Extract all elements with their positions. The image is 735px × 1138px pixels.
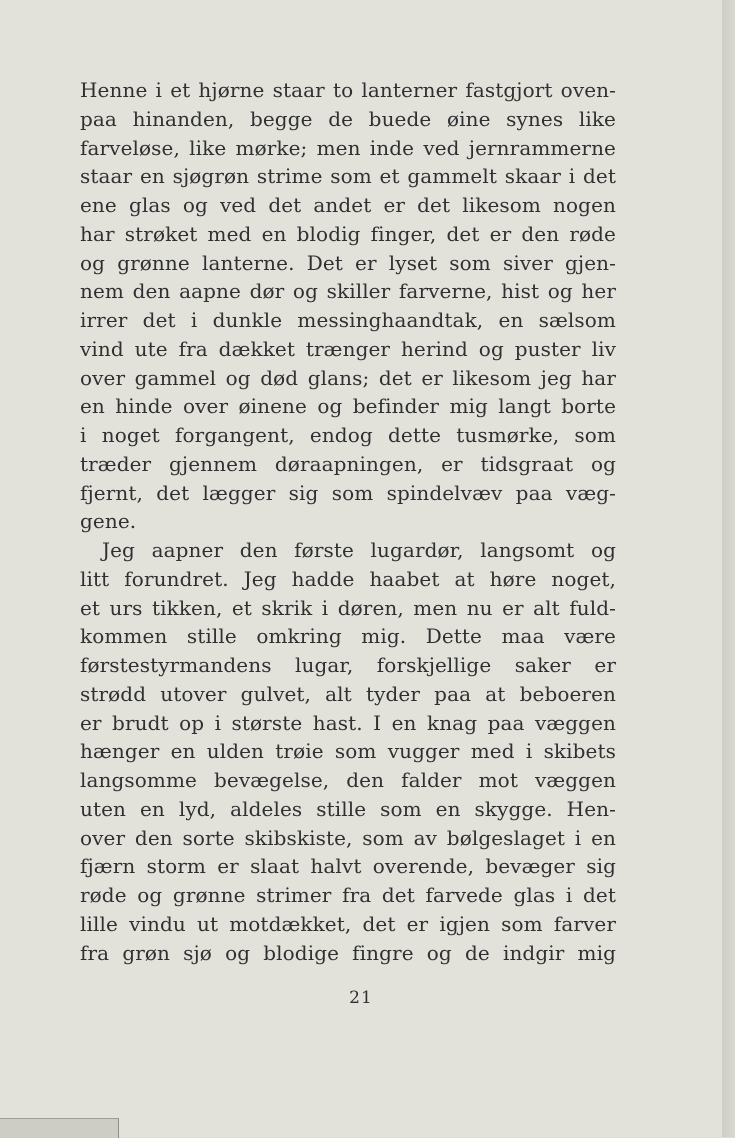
text-line: træder gjennem døraapningen, er tidsgraat og — [80, 451, 616, 476]
text-line: i noget forgangent, endog dette tusmørke, som — [80, 423, 616, 447]
text-line: lille vindu ut motdækket, det er igjen som farver — [80, 911, 616, 936]
text-line: farveløse, like mørke; men inde ved jernrammerne — [80, 135, 616, 160]
text-line: og grønne lanterne. Det er lyset som siver gjen- — [80, 250, 616, 275]
bottom-tab-strip — [0, 1118, 119, 1138]
page-edge — [722, 0, 735, 1137]
body-text — [80, 76, 616, 967]
text-line: røde og grønne strimer fra det farvede glas i det — [80, 883, 616, 907]
text-line: uten en lyd, aldeles stille som en skygge. Hen- — [80, 796, 616, 821]
paragraph-first-line: Jeg aapner den første lugardør, langsomt og — [102, 538, 616, 562]
text-line: nem den aapne dør og skiller farverne, hist og her — [80, 279, 616, 304]
text-line: kommen stille omkring mig. Dette maa være — [80, 624, 616, 649]
text-line: en hinde over øinene og befinder mig langt borte — [80, 394, 616, 419]
text-line: hænger en ulden trøie som vugger med i skibets — [80, 739, 616, 764]
text-line: gene. — [80, 509, 137, 534]
text-line: over den sorte skibskiste, som av bølgeslaget i en — [80, 825, 616, 850]
text-line: et urs tikken, et skrik i døren, men nu er alt fuld- — [80, 595, 616, 620]
text-line: langsomme bevægelse, den falder mot væggen — [80, 768, 616, 792]
text-line: staar en sjøgrøn strime som et gammelt skaar i det — [80, 164, 616, 189]
text-line: vind ute fra dækket trænger herind og puster liv — [80, 336, 616, 361]
page-number: 21 — [349, 988, 373, 1008]
text-line: førstestyrmandens lugar, forskjellige saker er — [80, 653, 616, 677]
text-line: paa hinanden, begge de buede øine synes like — [80, 106, 616, 131]
text-line: ene glas og ved det andet er det likesom nogen — [80, 193, 616, 217]
text-line: har strøket med en blodig finger, det er den røde — [80, 221, 616, 246]
text-line: fra grøn sjø og blodige fingre og de indgir mig — [80, 940, 616, 965]
text-line: er brudt op i største hast. I en knag paa væggen — [80, 710, 616, 735]
text-line: over gammel og død glans; det er likesom jeg har — [80, 365, 616, 390]
text-line: fjernt, det lægger sig som spindelvæv paa væg- — [80, 480, 616, 505]
text-line: Henne i et hjørne staar to lanterner fastgjort oven- — [80, 78, 616, 102]
text-line: fjærn storm er slaat halvt overende, bevæger sig — [80, 854, 616, 879]
text-line: irrer det i dunkle messinghaandtak, en sælsom — [80, 308, 616, 332]
text-line: litt forundret. Jeg hadde haabet at høre noget, — [80, 566, 616, 591]
text-line: strødd utover gulvet, alt tyder paa at beboeren — [80, 681, 616, 706]
